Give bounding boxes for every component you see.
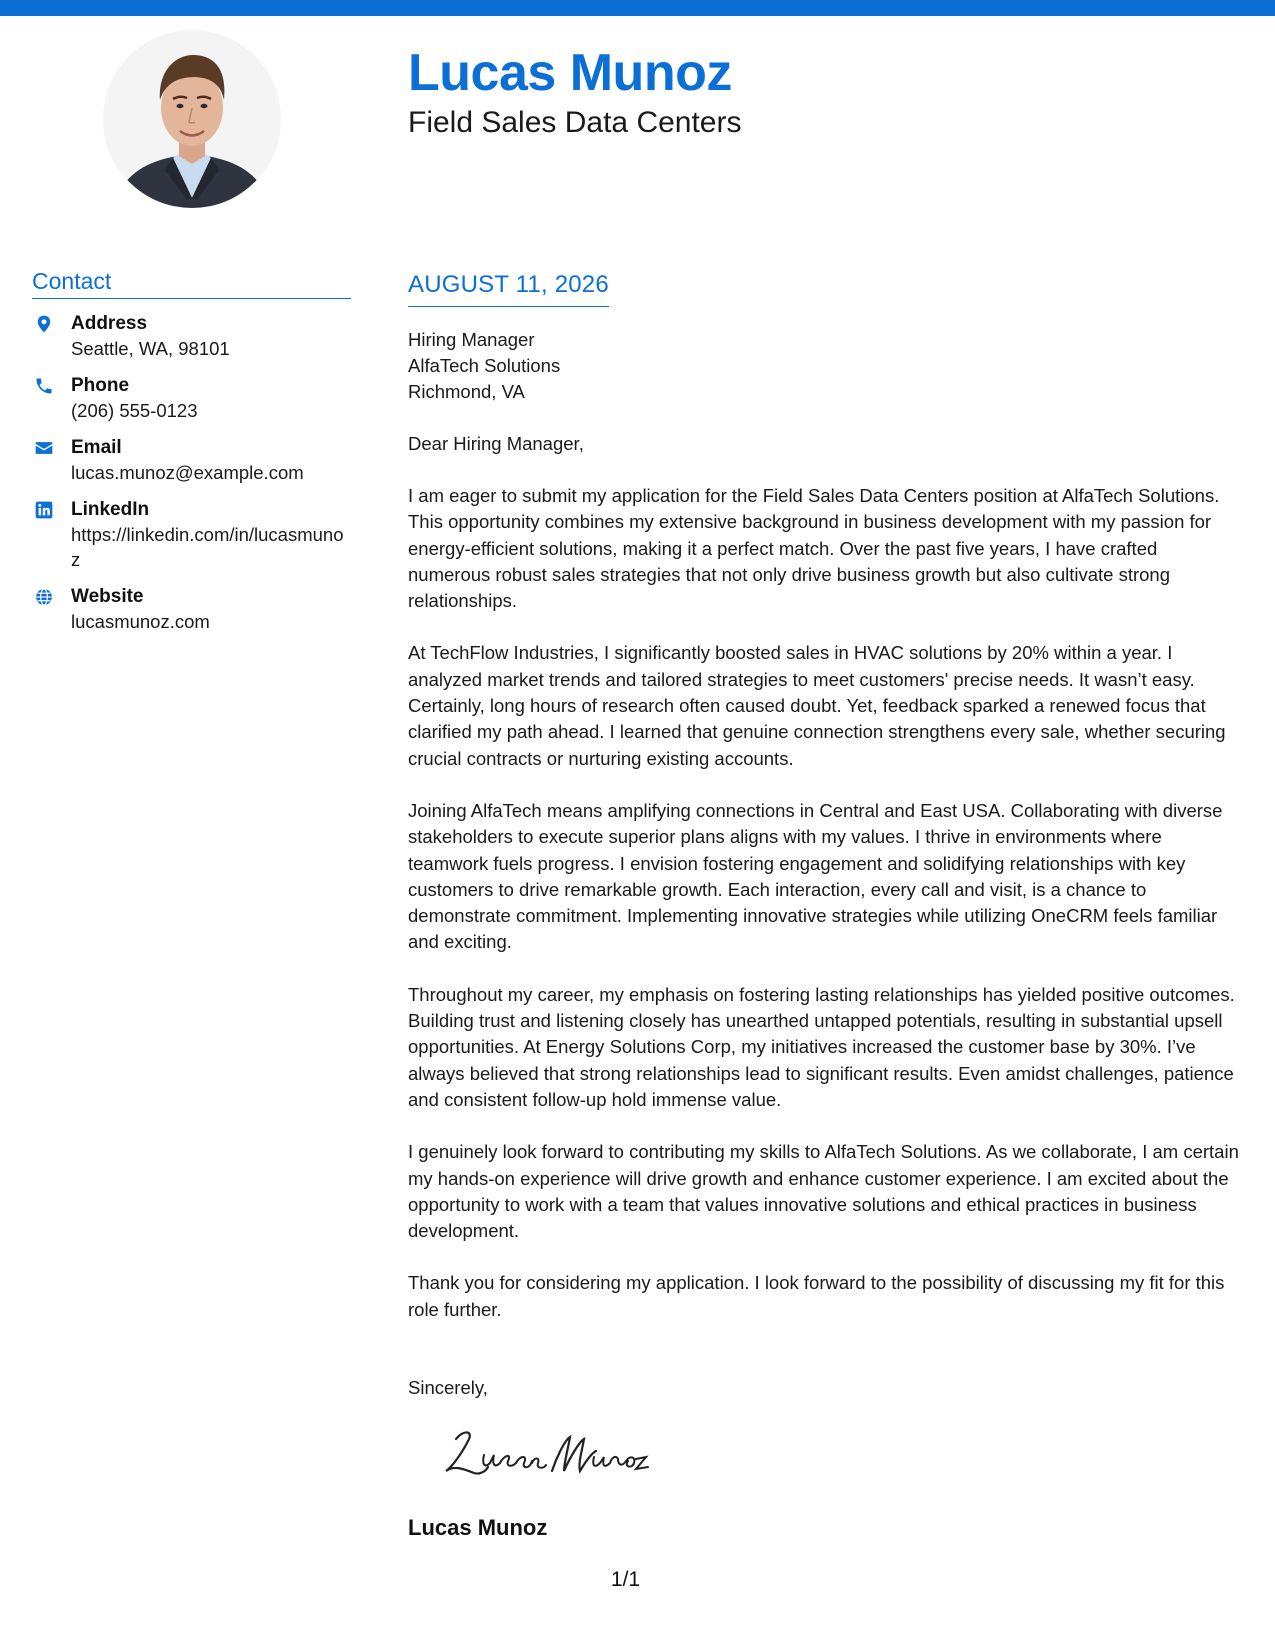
envelope-icon bbox=[34, 438, 54, 458]
body-paragraph: I genuinely look forward to contributing my skills to AlfaTech Solutions. As we collaborate, I am certain my hands-on experience will drive growth and enhance customer experience. I am excited about the opportunity to work with a team that values innovative solutions and ethical practices in business development. bbox=[408, 1141, 1239, 1242]
body-paragraph: At TechFlow Industries, I significantly boosted sales in HVAC solutions by 20% within a year. I analyzed market trends and tailored strategies to meet customers' precise needs. It wasn’t easy. Certainly, long hours of research often caused doubt. Yet, feedback sparked a renewed focus that clarified my path ahead. I learned that genuine connection strengthens every sale, whether securing crucial contracts or nurturing existing accounts. bbox=[408, 642, 1226, 769]
address-value: Seattle, WA, 98101 bbox=[71, 338, 230, 359]
linkedin-icon bbox=[34, 500, 54, 520]
contact-item-linkedin bbox=[32, 497, 351, 572]
contact-heading: Contact bbox=[32, 266, 351, 299]
body-paragraph: Thank you for considering my application. I look forward to the possibility of discussing my fit for this role further. bbox=[408, 1272, 1225, 1320]
recipient-line: Hiring Manager bbox=[408, 329, 535, 350]
page-number-text: 1/1 bbox=[610, 1568, 641, 1591]
body-paragraph: I am eager to submit my application for the Field Sales Data Centers position at AlfaTech Solutions. This opportunity combines my extensive background in business development with my passion for energy-efficient solutions, making it a perfect match. Over the past five years, I have crafted numerous robust sales strategies that not only drive business growth but also cultivate strong relationships. bbox=[408, 485, 1220, 612]
body-paragraph: Throughout my career, my emphasis on fostering lasting relationships has yielded positive outcomes. Building trust and listening closely has unearthed untapped potentials, resulting in substantial upsell opportunities. At Energy Solutions Corp, my initiatives increased the customer base by 30%. I’ve always believed that strong relationships lead to significant results. Even amidst challenges, patience and consistent follow-up hold immense value. bbox=[408, 983, 1235, 1110]
closing: Sincerely, bbox=[408, 1377, 488, 1399]
contact-item-address bbox=[32, 311, 351, 361]
website-link[interactable]: lucasmunoz.com bbox=[71, 611, 210, 632]
top-accent-bar bbox=[0, 0, 1275, 16]
candidate-name: Lucas Munoz bbox=[408, 44, 732, 102]
contact-label: Phone bbox=[71, 375, 130, 396]
phone-icon bbox=[34, 376, 54, 396]
email-link[interactable]: lucas.munoz@example.com bbox=[71, 462, 304, 483]
signer-name: Lucas Munoz bbox=[408, 1515, 548, 1541]
recipient-line: AlfaTech Solutions bbox=[408, 355, 561, 376]
map-pin-icon bbox=[34, 314, 54, 334]
contact-label: Email bbox=[71, 437, 122, 458]
contact-label: Website bbox=[71, 586, 144, 607]
profile-photo bbox=[103, 30, 281, 208]
contact-label: Address bbox=[71, 313, 148, 334]
contact-item-email bbox=[32, 435, 351, 485]
body-paragraph: Joining AlfaTech means amplifying connections in Central and East USA. Collaborating with diverse stakeholders to execute superior plans aligns with my values. I thrive in environments where teamwork fuels progress. I envision fostering engagement and solidifying relationships with key customers to drive remarkable growth. Each interaction, every call and visit, is a chance to demonstrate commitment. Implementing innovative strategies while utilizing OneCRM feels familiar and exciting. bbox=[408, 799, 1223, 953]
contact-label: LinkedIn bbox=[71, 499, 150, 520]
letter-date: AUGUST 11, 2026 bbox=[408, 268, 609, 307]
linkedin-link[interactable]: https://linkedin.com/in/lucasmunoz bbox=[71, 524, 344, 570]
contact-list bbox=[32, 311, 351, 634]
handwritten-signature bbox=[434, 1419, 1243, 1489]
contact-item-phone bbox=[32, 373, 351, 423]
page-number bbox=[0, 1568, 1275, 1592]
job-title: Field Sales Data Centers bbox=[408, 106, 742, 139]
salutation: Dear Hiring Manager, bbox=[408, 433, 584, 454]
recipient-line: Richmond, VA bbox=[408, 381, 525, 402]
contact-item-website bbox=[32, 584, 351, 634]
letter-body bbox=[408, 268, 1243, 1543]
recipient-block bbox=[408, 327, 1243, 405]
globe-icon bbox=[34, 587, 54, 607]
phone-value: (206) 555-0123 bbox=[71, 400, 198, 421]
contact-sidebar bbox=[32, 266, 351, 646]
